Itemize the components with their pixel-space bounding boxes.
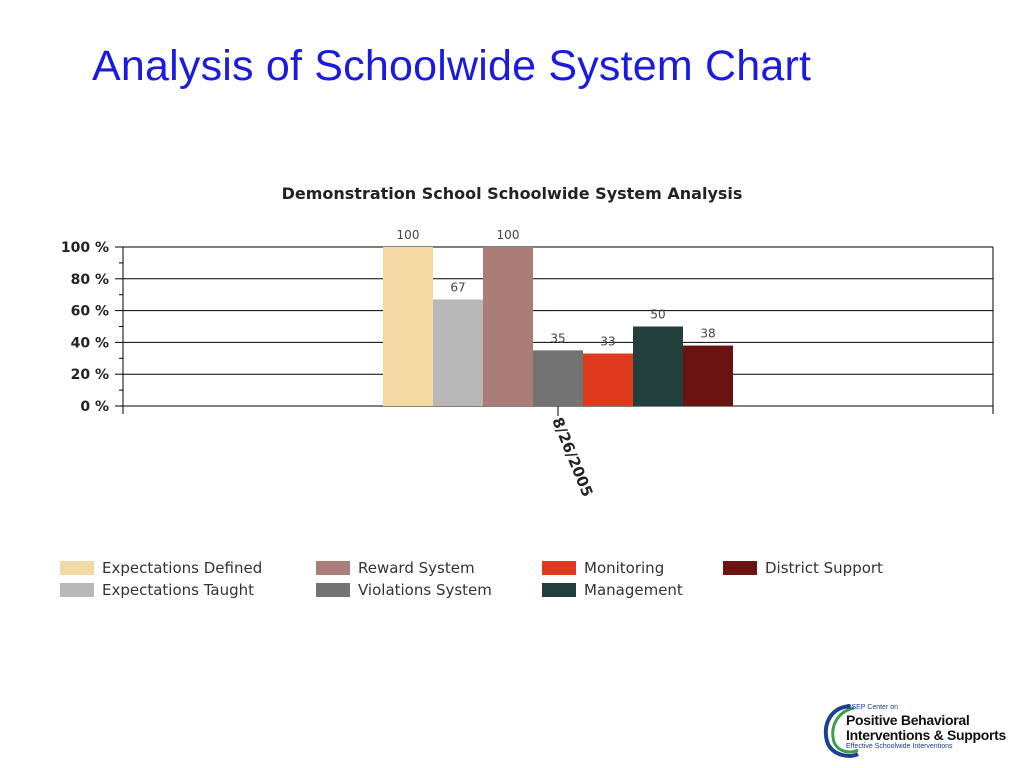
legend-swatch bbox=[542, 561, 576, 575]
legend-label: Management bbox=[584, 581, 683, 599]
legend-swatch bbox=[542, 583, 576, 597]
bar bbox=[383, 247, 433, 406]
logo-line-3: Interventions & Supports bbox=[846, 727, 1007, 743]
legend-swatch bbox=[316, 583, 350, 597]
legend-item bbox=[542, 558, 664, 578]
legend-swatch bbox=[723, 561, 757, 575]
logo-line-1: OSEP Center on bbox=[846, 704, 899, 711]
bar-value-label: 100 bbox=[396, 228, 420, 242]
bar-value-label: 38 bbox=[700, 326, 716, 341]
legend-swatch bbox=[60, 583, 94, 597]
legend-label: Expectations Taught bbox=[102, 581, 255, 599]
bar-value-label: 50 bbox=[650, 307, 666, 322]
legend-swatch bbox=[316, 561, 350, 575]
legend-item bbox=[60, 580, 254, 600]
x-category-label: 8/26/2005 bbox=[548, 414, 597, 500]
legend-label: Reward System bbox=[358, 559, 475, 577]
bar bbox=[483, 247, 533, 406]
slide-title: Analysis of Schoolwide System Chart bbox=[92, 42, 812, 90]
y-tick-label: 60 % bbox=[70, 303, 109, 320]
legend-label: District Support bbox=[765, 559, 883, 577]
bar bbox=[533, 350, 583, 406]
legend-label: Expectations Defined bbox=[102, 559, 263, 577]
legend-item bbox=[316, 558, 475, 578]
y-tick-label: 20 % bbox=[70, 367, 109, 384]
legend-item bbox=[542, 580, 683, 600]
bar bbox=[683, 346, 733, 406]
bar-value-label: 67 bbox=[450, 280, 466, 295]
y-tick-label: 40 % bbox=[70, 335, 109, 352]
legend-item bbox=[723, 558, 883, 578]
bar-value-label: 100 bbox=[496, 228, 520, 242]
legend-label: Violations System bbox=[358, 581, 492, 599]
bar-value-label: 33 bbox=[600, 334, 616, 349]
bar-value-label: 35 bbox=[550, 331, 566, 346]
bar bbox=[583, 354, 633, 406]
chart-title: Demonstration School Schoolwide System Analysis bbox=[281, 184, 743, 203]
logo-line-2: Positive Behavioral bbox=[846, 712, 970, 728]
y-tick-label: 80 % bbox=[70, 271, 109, 288]
logo-line-4: Effective Schoolwide Interventions bbox=[846, 743, 953, 750]
y-tick-label: 100 % bbox=[60, 240, 109, 256]
legend-item bbox=[60, 558, 262, 578]
legend-label: Monitoring bbox=[584, 559, 665, 577]
y-tick-label: 0 % bbox=[80, 399, 109, 415]
bar bbox=[633, 327, 683, 407]
bar bbox=[433, 299, 483, 406]
legend-swatch bbox=[60, 561, 94, 575]
legend-item bbox=[316, 580, 492, 600]
pbis-logo bbox=[820, 700, 1020, 760]
